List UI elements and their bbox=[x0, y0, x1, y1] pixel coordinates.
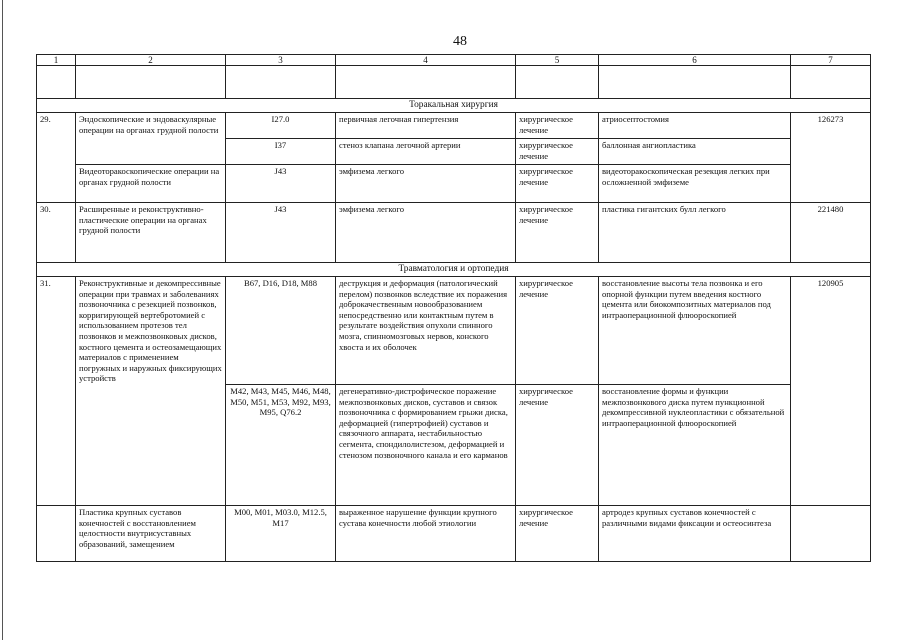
model-32: выраженное нарушение функции крупного сустава конечности любой этиологии bbox=[336, 506, 516, 562]
table-row-32 bbox=[37, 506, 871, 562]
model-31-1: деструкция и деформация (патологический перелом) позвонков вследствие их поражения доброкачественным новообразованием непосредственно или контактным путем в результате воздействия опухоли спинного мозга, спинномозговых нервов, конского хвоста и их оболочек bbox=[336, 277, 516, 385]
method-29: Эндоскопические и эндоваскулярные операции на органах грудной полости bbox=[76, 113, 226, 165]
method-30: Расширенные и реконструктивно-пластические операции на органах грудной полости bbox=[76, 203, 226, 263]
model-30: эмфизема легкого bbox=[336, 203, 516, 263]
table-row-31a bbox=[37, 277, 871, 385]
section-title-thoracic: Торакальная хирургия bbox=[37, 99, 871, 113]
procedure-32: артродез крупных суставов конечностей с различными видами фиксации и остеосинтеза bbox=[599, 506, 791, 562]
treatment-29-1: хирургическое лечение bbox=[516, 113, 599, 139]
code-32: M00, M01, M03.0, M12.5, M17 bbox=[226, 506, 336, 562]
row-number-31: 31. bbox=[37, 277, 76, 506]
header-col-1: 1 bbox=[37, 55, 76, 66]
model-31-2: дегенеративно-дистрофическое поражение межпозвонковых дисков, суставов и связок позвоночника с формированием грыжи диска, деформацией (гипертрофией) суставов и связочного аппарата, нестабильностью сегмента, спондилолистезом, деформацией и стенозом позвоночного канала и его карманов bbox=[336, 385, 516, 506]
treatment-32: хирургическое лечение bbox=[516, 506, 599, 562]
treatment-29-3: хирургическое лечение bbox=[516, 165, 599, 203]
code-29-1: I27.0 bbox=[226, 113, 336, 139]
header-col-4: 4 bbox=[336, 55, 516, 66]
code-29-3: J43 bbox=[226, 165, 336, 203]
treatment-31-2: хирургическое лечение bbox=[516, 385, 599, 506]
header-col-5: 5 bbox=[516, 55, 599, 66]
treatment-31-1: хирургическое лечение bbox=[516, 277, 599, 385]
header-col-2: 2 bbox=[76, 55, 226, 66]
header-row bbox=[37, 55, 871, 66]
amount-31: 120905 bbox=[791, 277, 871, 506]
procedure-31-2: восстановление формы и функции межпозвонкового диска путем пункционной декомпрессивной нуклеопластики с обязательной интраоперационной флюороскопией bbox=[599, 385, 791, 506]
header-col-6: 6 bbox=[599, 55, 791, 66]
row-number-30: 30. bbox=[37, 203, 76, 263]
method-32: Пластика крупных суставов конечностей с восстановлением целостности внутрисуставных образований, замещением bbox=[76, 506, 226, 562]
procedure-31-1: восстановление высоты тела позвонка и его опорной функции путем введения костного цемента или биокомпозитных материалов под интраоперационной флюороскопией bbox=[599, 277, 791, 385]
code-31-1: B67, D16, D18, M88 bbox=[226, 277, 336, 385]
table-row-29c bbox=[37, 165, 871, 203]
code-29-2: I37 bbox=[226, 139, 336, 165]
table-row-30 bbox=[37, 203, 871, 263]
page-left-edge-line bbox=[2, 0, 3, 640]
procedure-30: пластика гигантских булл легкого bbox=[599, 203, 791, 263]
model-29-2: стеноз клапана легочной артерии bbox=[336, 139, 516, 165]
section-row-thoracic bbox=[37, 99, 871, 113]
medical-care-table bbox=[36, 54, 871, 562]
table-row-29a bbox=[37, 113, 871, 139]
section-row-trauma bbox=[37, 263, 871, 277]
method-31: Реконструктивные и декомпрессивные операции при травмах и заболеваниях позвоночника с резекцией позвонков, корригирующей вертебротомией с использованием протезов тел позвонков и межпозвонковых дисков, костного цемента и остеозамещающих материалов с применением погружных и наружных фиксирующих устройств bbox=[76, 277, 226, 506]
header-col-3: 3 bbox=[226, 55, 336, 66]
model-29-1: первичная легочная гипертензия bbox=[336, 113, 516, 139]
header-col-7: 7 bbox=[791, 55, 871, 66]
amount-29: 126273 bbox=[791, 113, 871, 203]
procedure-29-2: баллонная ангиопластика bbox=[599, 139, 791, 165]
model-29-3: эмфизема легкого bbox=[336, 165, 516, 203]
section-title-trauma: Травматология и ортопедия bbox=[37, 263, 871, 277]
treatment-29-2: хирургическое лечение bbox=[516, 139, 599, 165]
blank-row bbox=[37, 66, 871, 99]
method-29-3: Видеоторакоскопические операции на органах грудной полости bbox=[76, 165, 226, 203]
treatment-30: хирургическое лечение bbox=[516, 203, 599, 263]
code-30: J43 bbox=[226, 203, 336, 263]
amount-30: 221480 bbox=[791, 203, 871, 263]
page-number: 48 bbox=[453, 34, 467, 49]
procedure-29-3: видеоторакоскопическая резекция легких при осложненной эмфиземе bbox=[599, 165, 791, 203]
code-31-2: M42, M43, M45, M46, M48, M50, M51, M53, M92, M93, M95, Q76.2 bbox=[226, 385, 336, 506]
procedure-29-1: атриосептостомия bbox=[599, 113, 791, 139]
row-number-29: 29. bbox=[37, 113, 76, 203]
